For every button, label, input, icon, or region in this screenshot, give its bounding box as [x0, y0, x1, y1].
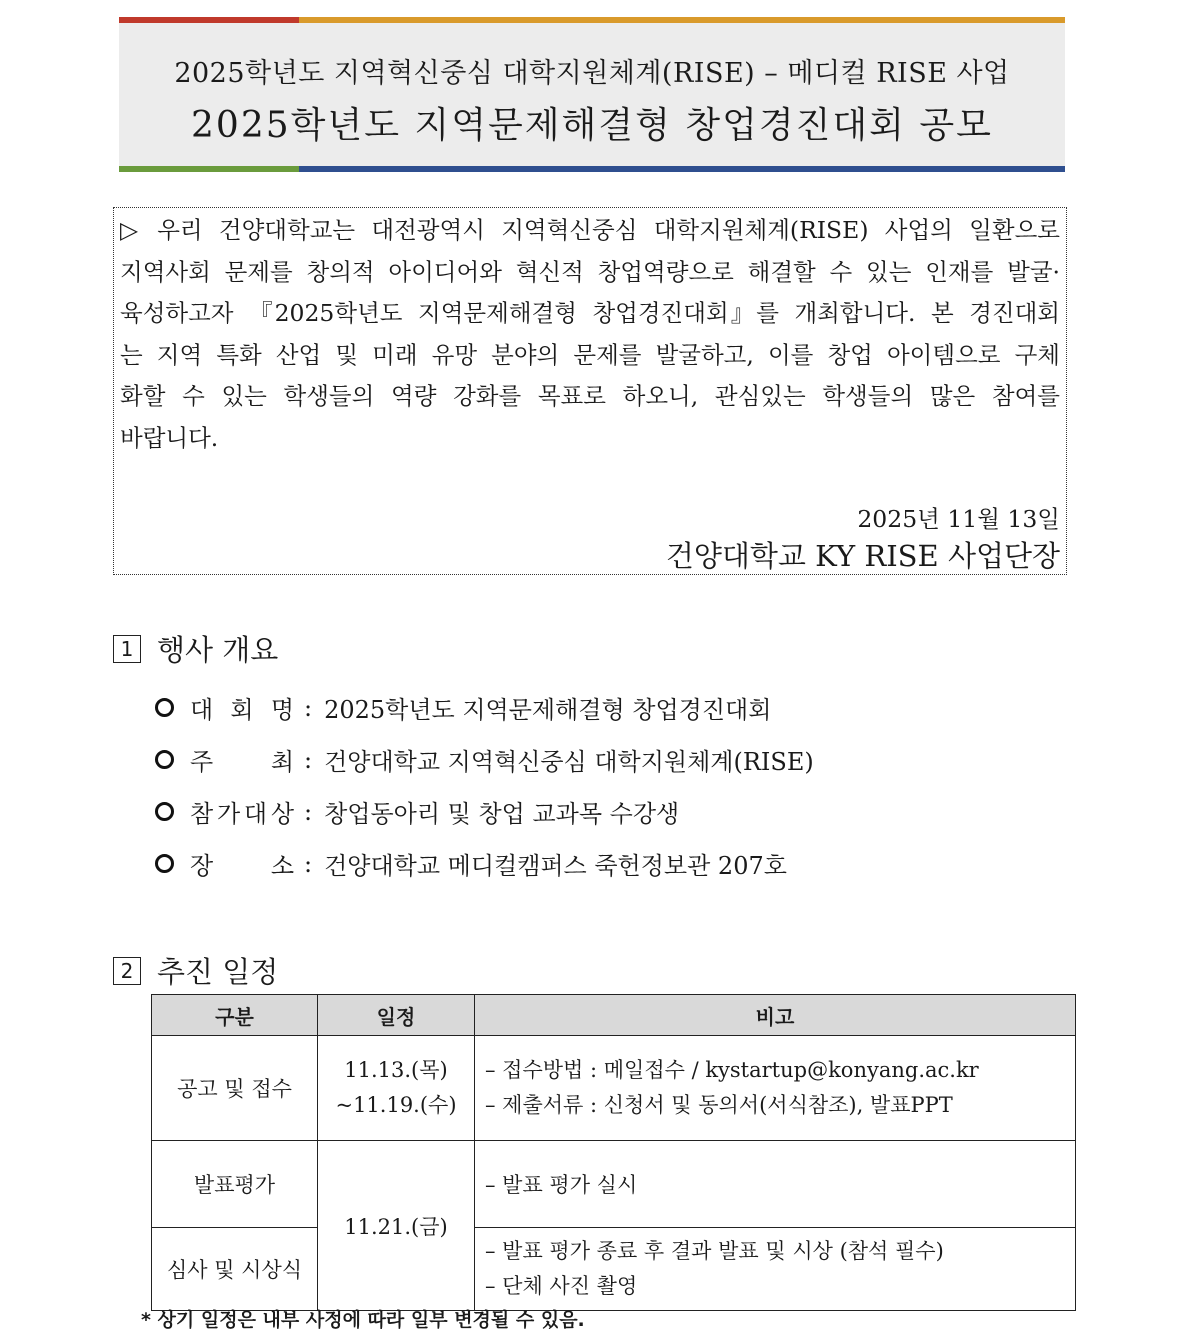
item-label: 장 소 — [190, 852, 294, 880]
item-label: 참 가 대 상 — [190, 800, 294, 828]
banner-subtitle: 2025학년도 지역혁신중심 대학지원체계(RISE) – 메디컬 RISE 사업 — [174, 58, 1010, 89]
intro-box — [113, 207, 1067, 575]
section-title: 추진 일정 — [157, 955, 279, 989]
circle-bullet-icon — [155, 698, 174, 717]
row-note: – 발표 평가 실시 — [475, 1141, 1076, 1228]
row-date: 11.13.(목) ~11.19.(수) — [318, 1036, 475, 1141]
schedule-table — [151, 994, 1076, 1311]
item-label: 대 회 명 — [190, 696, 294, 724]
row-date: 11.21.(금) — [318, 1141, 475, 1311]
overview-item-target: 참 가 대 상 : 창업동아리 및 창업 교과목 수강생 — [155, 794, 679, 829]
table-row — [152, 1036, 1076, 1141]
section-2-heading — [113, 950, 278, 991]
row-note: – 발표 평가 종료 후 결과 발표 및 시상 (참석 필수) – 단체 사진 촬영 — [475, 1228, 1076, 1311]
item-value: 2025학년도 지역문제해결형 창업경진대회 — [324, 696, 772, 724]
section-title: 행사 개요 — [157, 633, 279, 667]
header-date: 일정 — [318, 995, 475, 1036]
table-row — [152, 1228, 1076, 1311]
banner-bottom-bar — [119, 166, 1065, 172]
item-value: 건양대학교 메디컬캠퍼스 죽헌정보관 207호 — [324, 852, 787, 880]
section-number-box: 1 — [113, 635, 141, 663]
section-1-heading — [113, 628, 278, 669]
banner-title: 2025학년도 지역문제해결형 창업경진대회 공모 — [191, 105, 993, 146]
header-banner — [119, 17, 1065, 172]
circle-bullet-icon — [155, 854, 174, 873]
header-note: 비고 — [475, 995, 1076, 1036]
section-number-box: 2 — [113, 957, 141, 985]
circle-bullet-icon — [155, 750, 174, 769]
table-row — [152, 1141, 1076, 1228]
header-category: 구분 — [152, 995, 318, 1036]
overview-item-venue: 장 소 : 건양대학교 메디컬캠퍼스 죽헌정보관 207호 — [155, 846, 787, 881]
intro-signature: 건양대학교 KY RISE 사업단장 — [665, 539, 1060, 573]
banner-top-bar — [119, 17, 1065, 23]
schedule-footnote: * 상기 일정은 내부 사정에 따라 일부 변경될 수 있음. — [141, 1309, 585, 1331]
row-note: – 접수방법 : 메일접수 / kystartup@konyang.ac.kr – 제출서류 : 신청서 및 동의서(서식참조), 발표PPT — [475, 1036, 1076, 1141]
circle-bullet-icon — [155, 802, 174, 821]
overview-item-name: 대 회 명 : 2025학년도 지역문제해결형 창업경진대회 — [155, 690, 771, 725]
row-category: 발표평가 — [152, 1141, 318, 1228]
row-category: 심사 및 시상식 — [152, 1228, 318, 1311]
overview-item-host: 주 최 : 건양대학교 지역혁신중심 대학지원체계(RISE) — [155, 742, 814, 777]
intro-text: ▷ 우리 건양대학교는 대전광역시 지역혁신중심 대학지원체계(RISE) 사업의 일환으로 지역사회 문제를 창의적 아이디어와 혁신적 창업역량으로 해결할 수 있는 인재를 발굴·육성하고자 『2025학년도 지역문제해결형 창업경진대회』를 개최합니다. 본 경진대회는 지역 특화 산업 및 미래 유망 분야의 문제를 발굴하고, 이를 창업 아이템으로 구체화할 수 있는 학생들의 역량 강화를 목표로 하오니, 관심있는 학생들의 많은 참여를 바랍니다. — [120, 216, 1060, 452]
item-value: 건양대학교 지역혁신중심 대학지원체계(RISE) — [324, 748, 814, 776]
item-label: 주 최 — [190, 748, 294, 776]
intro-date: 2025년 11월 13일 — [857, 505, 1060, 533]
item-value: 창업동아리 및 창업 교과목 수강생 — [324, 800, 680, 828]
table-header-row — [152, 995, 1076, 1036]
row-category: 공고 및 접수 — [152, 1036, 318, 1141]
